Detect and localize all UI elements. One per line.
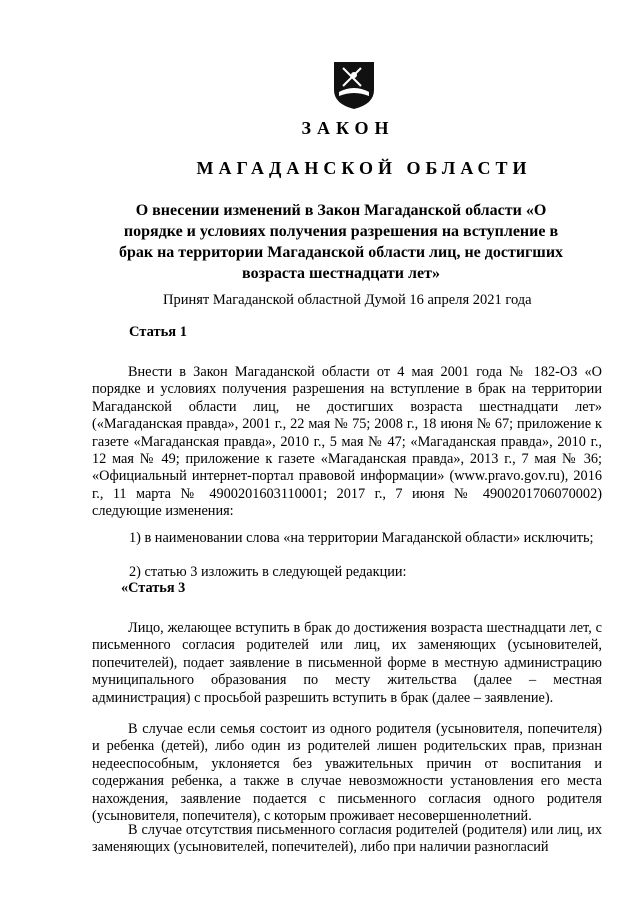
adoption-note: Принят Магаданской областной Думой 16 апреля 2021 года <box>163 292 532 308</box>
amendment-item-2: 2) статью 3 изложить в следующей редакции: <box>129 564 407 580</box>
quoted-article-paragraph-2: В случае если семья состоит из одного родителя (усыновителя, попечителя) и ребенка (детей), либо один из родителей лишен родительских прав, признан недееспособным, уклоняется без уважительных причин от воспитания и содержания ребенка, а также в случае невозможности установления его места нахождения, заявление подается с письменного согласия одного родителя (усыновителя, попечителя), с которым проживает несовершеннолетний. <box>92 721 602 825</box>
quoted-article-heading: «Статья 3 <box>121 580 186 596</box>
doc-title-law: ЗАКОН <box>301 118 395 138</box>
article-1-heading: Статья 1 <box>129 324 187 340</box>
quoted-article-paragraph-1-block <box>92 620 602 707</box>
quoted-article-paragraph-3: В случае отсутствия письменного согласия родителей (родителя) или лиц, их заменяющих (усыновителей, попечителей), либо при наличии разногласий <box>92 822 602 856</box>
law-name: О внесении изменений в Закон Магаданской области «О порядке и условиях получения разрешения на вступление в брак на территории Магаданской области лиц, не достигших возраста шестнадцати лет» <box>118 202 564 282</box>
amendment-item-1: 1) в наименовании слова «на территории Магаданской области» исключить; <box>129 530 594 546</box>
quoted-article-paragraph-2-block <box>92 721 602 825</box>
doc-title-region: МАГАДАНСКОЙ ОБЛАСТИ <box>196 158 532 178</box>
article-1-intro-block <box>92 364 602 521</box>
quoted-article-paragraph-1: Лицо, желающее вступить в брак до достижения возраста шестнадцати лет, с письменного согласия родителей или лиц, их заменяющих (усыновителей, попечителей), подает заявление в письменной форме в местную администрацию муниципального образования по месту жительства (далее – местная администрация) с просьбой разрешить вступить в брак (далее – заявление). <box>92 620 602 706</box>
coat-of-arms-emblem <box>331 60 377 110</box>
quoted-article-paragraph-3-block <box>92 822 602 857</box>
article-1-intro: Внести в Закон Магаданской области от 4 мая 2001 года № 182-ОЗ «О порядке и условиях получения разрешения на вступление в брак на территории Магаданской области лиц, не достигших возраста шестнадцати лет» («Магаданская правда», 2001 г., 22 мая № 75; 2008 г., 18 июня № 67; приложение к газете «Магаданская правда», 2010 г., 5 мая № 47; «Магаданская правда», 2010 г., 12 мая № 49; приложение к газете «Магаданская правда», 2013 г., 7 мая № 36; «Официальный интернет-портал правовой информации» (www.pravo.gov.ru), 2016 г., 11 марта № 4900201603110001; 2017 г., 7 июня № 4900201706070002) следующие изменения: <box>92 364 602 520</box>
